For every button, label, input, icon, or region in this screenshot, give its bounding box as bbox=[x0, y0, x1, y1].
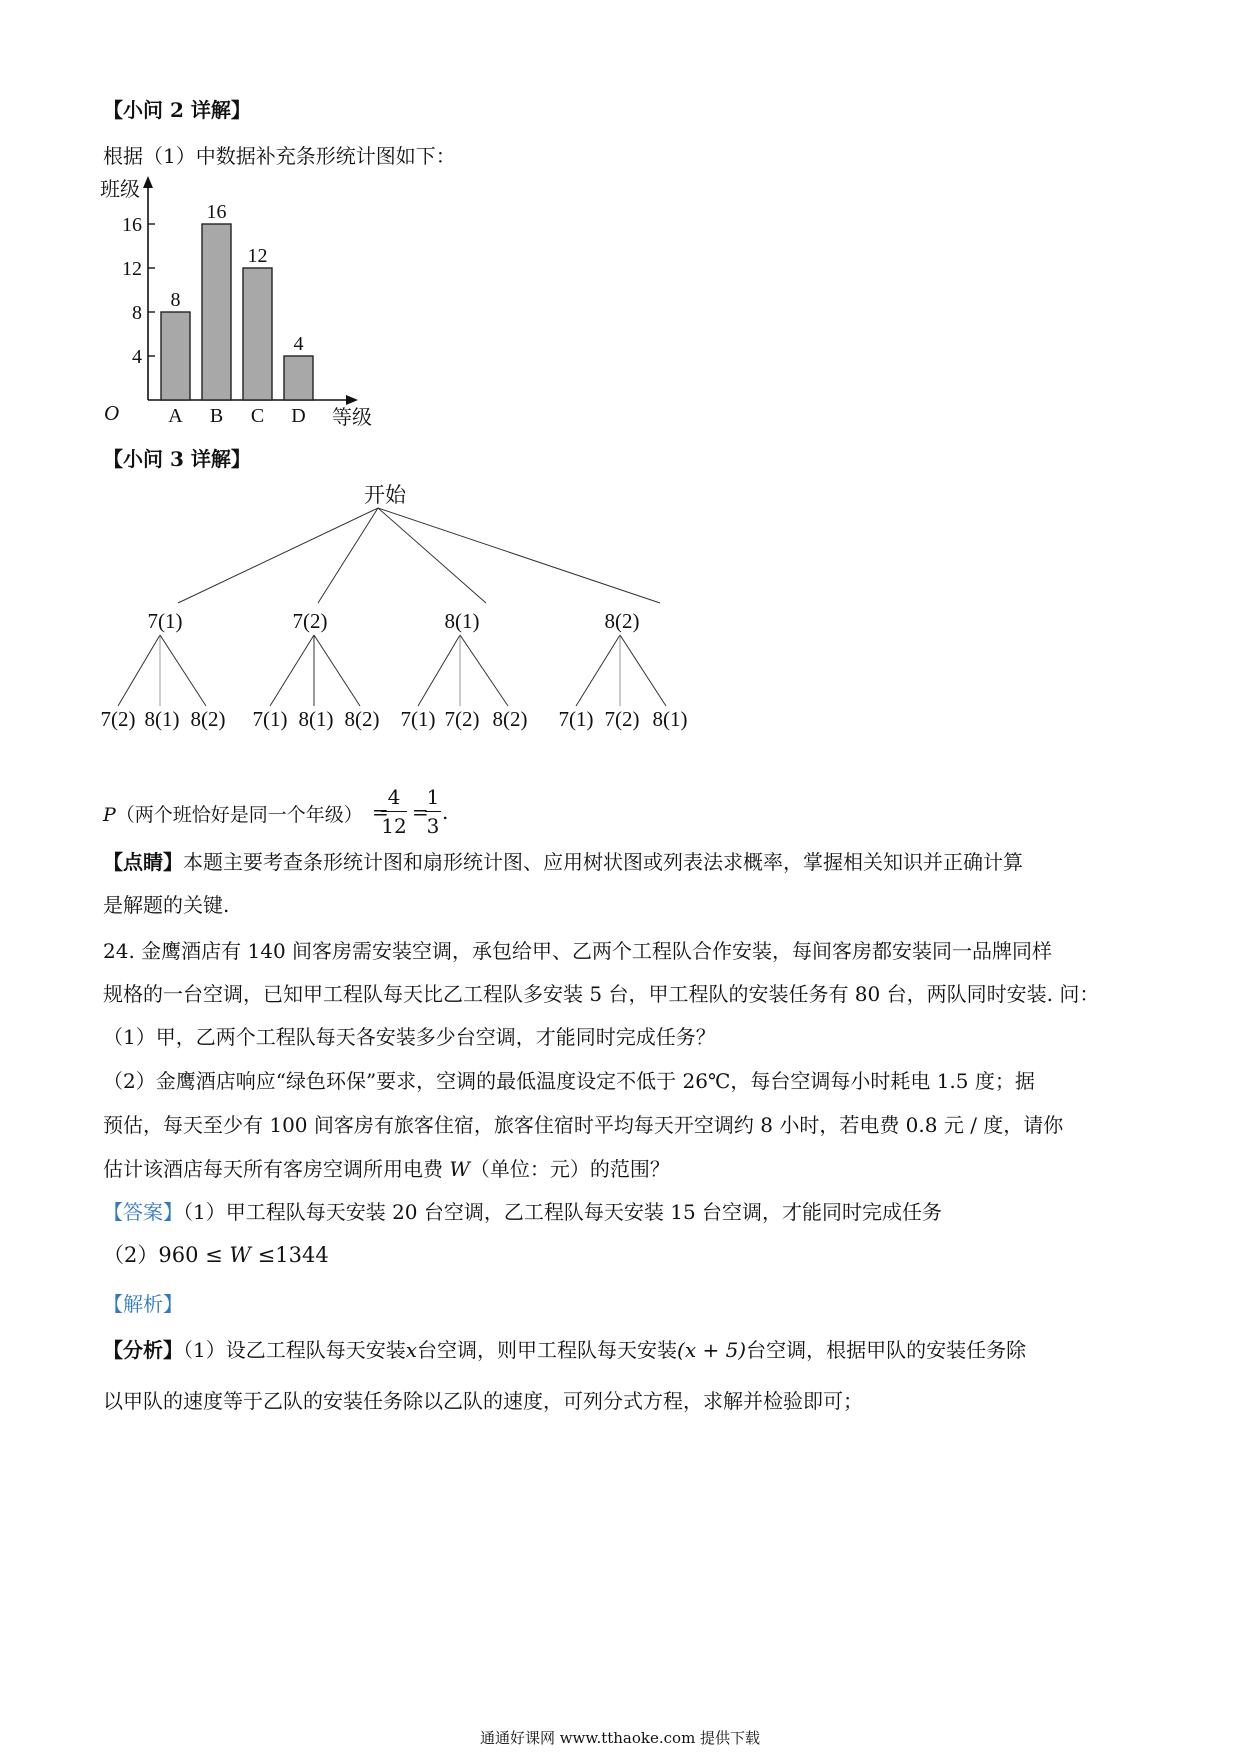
y-tick-label: 8 bbox=[132, 302, 142, 324]
prob-p: P bbox=[103, 804, 116, 826]
answer-tag: 【答案】 bbox=[103, 1200, 183, 1224]
bar-chart bbox=[90, 170, 390, 435]
fraction-denominator: 12 bbox=[381, 814, 407, 838]
tree-leaf: 8(1) bbox=[298, 707, 334, 731]
tree-edge bbox=[160, 635, 206, 706]
tree-edge bbox=[270, 635, 314, 706]
answer-2-pre: （2）960 ≤ bbox=[103, 1243, 230, 1267]
tree-branch-2: 7(2) bbox=[292, 609, 328, 633]
tree-leaf: 8(2) bbox=[492, 707, 528, 731]
y-axis-label: 班级 bbox=[100, 179, 140, 201]
q24-line-5: 预估，每天至少有 100 间客房有旅客住宿，旅客住宿时平均每天开空调约 8 小时，若电费 0.8 元 / 度，请你 bbox=[103, 1113, 1064, 1137]
origin-label: O bbox=[104, 401, 120, 425]
comment-line-2: 是解题的关键. bbox=[103, 893, 230, 917]
analysis-x-plus-5: (x + 5) bbox=[677, 1338, 747, 1362]
q24-line-4: （2）金鹰酒店响应“绿色环保”要求，空调的最低温度设定不低于 26℃，每台空调每小时耗电 1.5 度；据 bbox=[103, 1069, 1035, 1093]
fraction-numerator: 4 bbox=[387, 785, 401, 809]
section-heading-sub2: 【小问 2 详解】 bbox=[103, 98, 251, 122]
tree-edge bbox=[576, 635, 620, 706]
analysis-x-var: x bbox=[405, 1338, 418, 1362]
bar-value-label: 12 bbox=[247, 245, 268, 267]
analysis-1d: 台空调，根据甲队的安装任务除 bbox=[746, 1338, 1027, 1362]
tree-leaf: 7(1) bbox=[252, 707, 288, 731]
tree-edge bbox=[314, 635, 360, 706]
fraction-4-12 bbox=[380, 786, 408, 837]
y-tick-label: 16 bbox=[122, 214, 142, 236]
analysis-line-2: 以甲队的速度等于乙队的安装任务除以乙队的速度，可列分式方程，求解并检验即可； bbox=[103, 1389, 863, 1413]
bar-value-label: 16 bbox=[206, 201, 227, 223]
prob-eq2: = bbox=[412, 800, 429, 824]
x-axis-label: 等级 bbox=[332, 407, 372, 429]
q24-line-3: （1）甲，乙两个工程队每天各安装多少台空调，才能同时完成任务？ bbox=[103, 1025, 716, 1049]
prob-event: （两个班恰好是同一个年级） bbox=[115, 804, 363, 826]
analysis-heading: 【解析】 bbox=[103, 1292, 183, 1316]
tree-branch-1: 7(1) bbox=[147, 609, 183, 633]
tree-diagram bbox=[0, 470, 800, 760]
answer-line-1 bbox=[103, 1200, 942, 1224]
q24-line-6a: 估计该酒店每天所有客房空调所用电费 bbox=[103, 1157, 450, 1181]
tree-leaf: 7(2) bbox=[604, 707, 640, 731]
y-axis-arrow bbox=[143, 176, 153, 188]
comment-text-1: 本题主要考查条形统计图和扇形统计图、应用树状图或列表法求概率，掌握相关知识并正确计算 bbox=[183, 850, 1023, 874]
comment-line-1 bbox=[103, 850, 1023, 874]
answer-2-w: W bbox=[229, 1243, 251, 1267]
tree-leaf: 8(1) bbox=[652, 707, 688, 731]
y-tick-label: 4 bbox=[132, 346, 142, 368]
tree-branch-4: 8(2) bbox=[604, 609, 640, 633]
answer-line-2 bbox=[103, 1243, 329, 1268]
section-heading-sub3: 【小问 3 详解】 bbox=[103, 447, 251, 471]
fraction-bar bbox=[381, 811, 407, 812]
analysis-tag: 【分析】 bbox=[103, 1338, 183, 1362]
bar-value-label: 8 bbox=[170, 289, 181, 311]
fraction-denominator: 3 bbox=[426, 814, 440, 838]
bar-value-label: 4 bbox=[293, 333, 304, 355]
prob-end: . bbox=[442, 800, 449, 824]
tree-leaf: 7(1) bbox=[558, 707, 594, 731]
bar-C bbox=[243, 268, 272, 400]
tree-leaf: 7(2) bbox=[100, 707, 136, 731]
tree-leaf: 7(1) bbox=[400, 707, 436, 731]
analysis-line-1 bbox=[103, 1338, 1026, 1362]
fraction-bar bbox=[425, 811, 441, 812]
q24-line-2: 规格的一台空调，已知甲工程队每天比乙工程队多安装 5 台，甲工程队的安装任务有 80 台，两队同时安装. 问： bbox=[103, 982, 1100, 1006]
tree-root: 开始 bbox=[364, 483, 406, 507]
sub2-text: 根据（1）中数据补充条形统计图如下： bbox=[103, 144, 456, 168]
answer-1: （1）甲工程队每天安装 20 台空调，乙工程队每天安装 15 台空调，才能同时完成任务 bbox=[183, 1200, 943, 1224]
tree-edge bbox=[118, 635, 160, 706]
q24-w-var: W bbox=[449, 1157, 470, 1181]
probability-label bbox=[103, 800, 363, 827]
tree-branch-3: 8(1) bbox=[444, 609, 480, 633]
tree-leaf: 8(2) bbox=[190, 707, 226, 731]
tree-leaf: 8(1) bbox=[144, 707, 180, 731]
analysis-1b: 台空调，则甲工程队每天安装 bbox=[417, 1338, 678, 1362]
x-category-label: B bbox=[209, 405, 224, 427]
tree-edge bbox=[460, 635, 508, 706]
fraction-numerator: 1 bbox=[426, 785, 440, 809]
q24-line-6 bbox=[103, 1157, 670, 1181]
x-category-label: C bbox=[250, 405, 265, 427]
answer-2-post: ≤1344 bbox=[250, 1243, 329, 1267]
page-footer: 通通好课网 www.tthaoke.com 提供下载 bbox=[479, 1729, 761, 1747]
tree-leaf: 8(2) bbox=[344, 707, 380, 731]
prob-eq1: = bbox=[372, 800, 389, 824]
bar-A bbox=[161, 312, 190, 400]
x-category-label: A bbox=[168, 405, 183, 427]
fraction-1-3 bbox=[424, 786, 442, 837]
tree-leaf: 7(2) bbox=[444, 707, 480, 731]
comment-tag: 【点睛】 bbox=[103, 850, 183, 874]
tree-edge bbox=[620, 635, 666, 706]
tree-edge bbox=[418, 635, 460, 706]
x-category-label: D bbox=[291, 405, 306, 427]
tree-edge bbox=[378, 508, 660, 603]
bar-D bbox=[284, 356, 313, 400]
x-axis-arrow bbox=[346, 395, 358, 405]
y-tick-label: 12 bbox=[122, 258, 142, 280]
tree-edge bbox=[378, 508, 486, 603]
q24-line-1: 24. 金鹰酒店有 140 间客房需安装空调，承包给甲、乙两个工程队合作安装，每间客房都安装同一品牌同样 bbox=[103, 939, 1053, 963]
analysis-1a: （1）设乙工程队每天安装 bbox=[183, 1338, 406, 1362]
q24-line-6b: （单位：元）的范围？ bbox=[469, 1157, 670, 1181]
bar-B bbox=[202, 224, 231, 400]
